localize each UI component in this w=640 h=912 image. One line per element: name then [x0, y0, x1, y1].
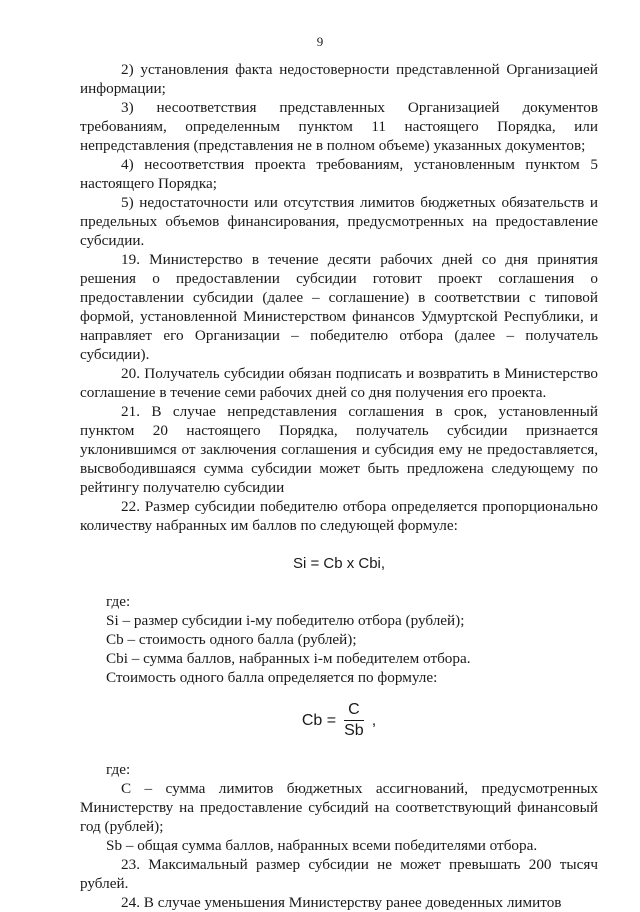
paragraph-24: 24. В случае уменьшения Министерству ранее доведенных лимитов — [121, 894, 562, 911]
formula-tail: , — [371, 712, 377, 729]
formula-lhs: Cb = — [301, 712, 337, 729]
paragraph-21: 21. В случае непредставления соглашения в срок, установленный пунктом 20 настоящего Порядка, получатель субсидии признается уклонившимся от заключения соглашения и субсидия ему не предоставляется, высвободившаяся сумма субсидии может быть предложена следующему по рейтингу получателю субсидии — [80, 403, 598, 496]
fraction — [342, 700, 366, 741]
fraction-denominator: Sb — [344, 722, 364, 739]
where-label-1: где: — [106, 593, 131, 610]
definition-cb: Cb – стоимость одного балла (рублей); — [106, 631, 357, 648]
definition-cbi: Cbi – сумма баллов, набранных i-м победителем отбора. — [106, 650, 471, 667]
paragraph-22: 22. Размер субсидии победителю отбора определяется пропорционально количеству набранных им баллов по следующей формуле: — [80, 498, 598, 534]
paragraph-item-3: 3) несоответствия представленных Организацией документов требованиям, определенным пунктом 11 настоящего Порядка, или непредставления (представления не в полном объеме) указанных документов; — [80, 99, 598, 154]
paragraph-item-4: 4) несоответствия проекта требованиям, установленным пунктом 5 настоящего Порядка; — [80, 156, 598, 192]
definition-sb: Sb – общая сумма баллов, набранных всеми победителями отбора. — [106, 837, 538, 854]
document-body — [80, 60, 598, 912]
formula-subsidy-size: Si = Cb x Cbi, — [292, 555, 386, 572]
formula-point-cost — [80, 700, 598, 750]
paragraph-item-2: 2) установления факта недостоверности представленной Организацией информации; — [80, 61, 598, 97]
paragraph-item-5: 5) недостаточности или отсутствия лимитов бюджетных обязательств и предельных объемов финансирования, предусмотренных на предоставление субсидии. — [80, 194, 598, 249]
definition-si: Si – размер субсидии i-му победителю отбора (рублей); — [106, 612, 465, 629]
paragraph-23: 23. Максимальный размер субсидии не может превышать 200 тысяч рублей. — [80, 856, 598, 892]
paragraph-19: 19. Министерство в течение десяти рабочих дней со дня принятия решения о предоставлении субсидии готовит проект соглашения о предоставлении субсидии (далее – соглашение) в соответствии с типовой формой, установленной Министерством финансов Удмуртской Республики, и направляет его Организации – победителю отбора (далее – получатель субсидии). — [80, 251, 598, 363]
page-number: 9 — [316, 34, 324, 49]
paragraph-20: 20. Получатель субсидии обязан подписать и возвратить в Министерство соглашение в течение семи рабочих дней со дня получения его проекта. — [80, 365, 598, 401]
fraction-numerator: C — [344, 700, 364, 721]
cost-formula-intro: Стоимость одного балла определяется по формуле: — [106, 669, 438, 686]
where-label-2: где: — [106, 761, 131, 778]
definition-c: С – сумма лимитов бюджетных ассигнований, предусмотренных Министерству на предоставление субсидий на соответствующий финансовый год (рублей); — [80, 780, 598, 835]
